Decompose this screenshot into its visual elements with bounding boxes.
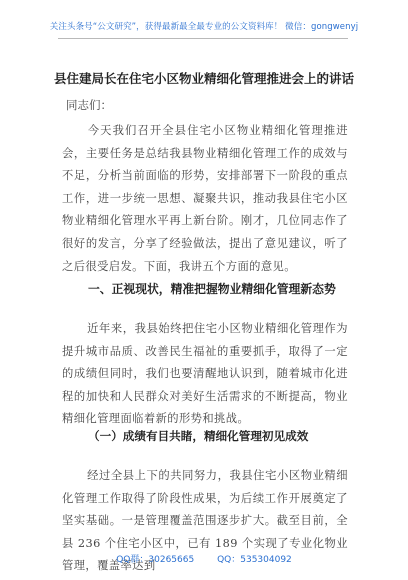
section-heading-1: 一、正视现状，精准把握物业精细化管理新态势 <box>88 282 336 296</box>
paragraph-intro <box>62 120 348 278</box>
subsection-heading-1: （一）成绩有目共睹，精细化管理初见成效 <box>88 429 309 443</box>
document-title: 县住建局长在住宅小区物业精细化管理推进会上的讲话 <box>53 71 354 86</box>
paragraph-section-1-text: 近年来，我县始终把住宅小区物业精细化管理作为提升城市品质、改善民生福祉的重要抓手，取得了一定的成绩但同时，我们也要清醒地认识到，随着城市化进程的加快和人民群众对美好生活需求的不断提高，物业精细化管理面临着新的形势和挑战。 <box>62 322 348 426</box>
footer-qq-group: QQ群：30265665 <box>116 555 195 565</box>
paragraph-intro-text: 今天我们召开全县住宅小区物业精细化管理推进会，主要任务是总结我县物业精细化管理工作的成效与不足，分析当前面临的形势，安排部署下一阶段的重点工作，进一步统一思想、凝聚共识，推动我县住宅小区物业精细化管理水平再上新台阶。刚才，几位同志作了很好的发言，分享了经验做法，提出了意见建议，听了之后很受启发。下面，我讲五个方面的意见。 <box>62 124 348 273</box>
top-banner: 关注头条号“公文研究”，获得最新最全最专业的公文资料库！ 微信：gongwenyj <box>49 22 359 32</box>
footer-qq: QQ：535304092 <box>217 555 292 565</box>
banner-divider <box>58 38 348 39</box>
footer-contact <box>0 552 408 565</box>
paragraph-subsection-1-text: 经过全县上下的共同努力，我县住宅小区物业精细化管理工作取得了阶段性成果，为后续工作开展奠定了坚实基础。一是管理覆盖范围逐步扩大。截至目前，全县 236 个住宅小区中，已有 189 个实现了专业化物业管理，覆盖率达到 <box>62 469 348 573</box>
paragraph-section-1 <box>62 318 348 431</box>
greeting: 同志们： <box>66 98 112 112</box>
